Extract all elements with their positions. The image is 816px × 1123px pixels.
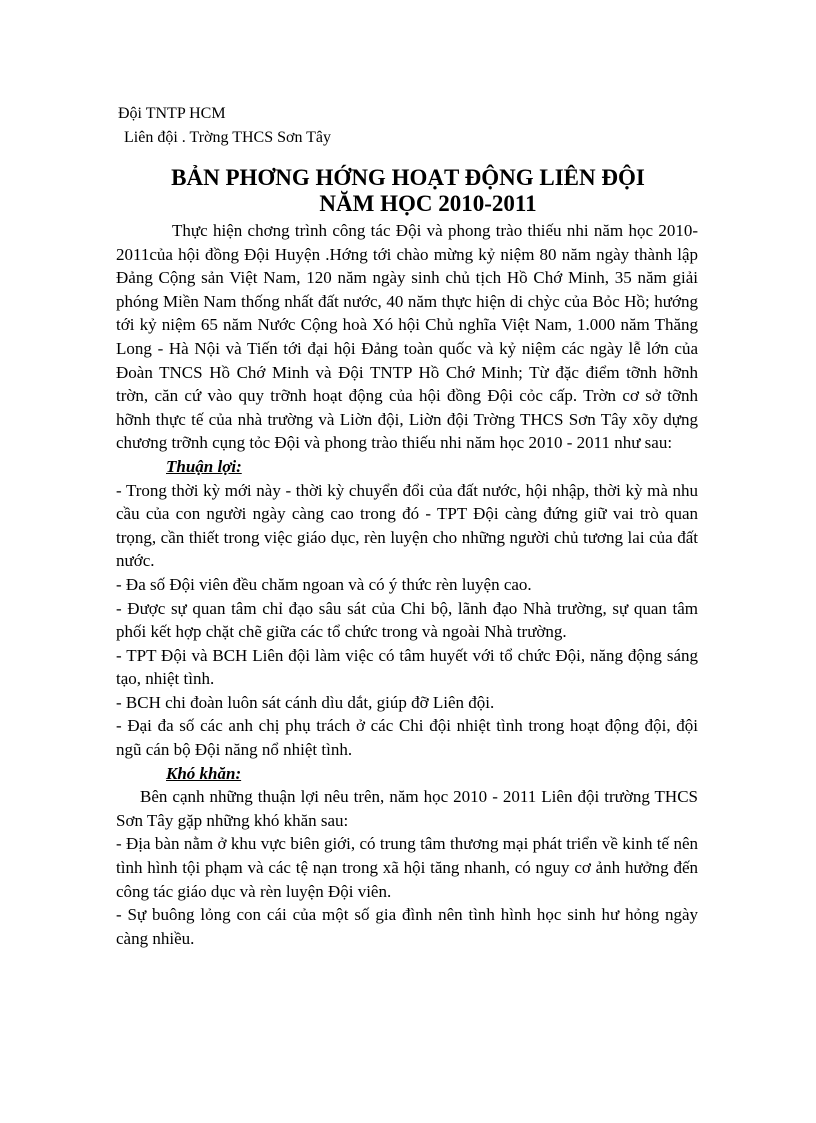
difficulties-intro: Bên cạnh những thuận lợi nêu trên, năm học 2010 - 2011 Liên đội trường THCS Sơn Tây gặp những khó khăn sau: [116,787,698,830]
school-header: Liên đội . Trờng THCS Sơn Tây [124,129,332,146]
intro-paragraph: Thực hiện chơng trình công tác Đội và phong trào thiếu nhi năm học 2010-2011của hội đồng Đội Huyện .Hớng tới chào mừng kỷ niệm 80 năm ngày thành lập Đảng Cộng sản Việt Nam, 120 năm ngày sinh chủ tịch Hồ Chớ Minh, 35 năm giải phóng Miền Nam thống nhất đất nước, 40 năm thực hiện di chỳc của Bỏc Hồ; hướng tới kỷ niệm 65 năm Nước Cộng hoà Xó hội Chủ nghĩa Việt Nam, 1.000 năm Thăng Long - Hà Nội và Tiến tới đại hội Đảng toàn quốc và kỷ niệm các ngày lễ lớn của Đoàn TNCS Hồ Chớ Minh và Đội TNTP Hồ Chớ Minh; Từ đặc điểm tỡnh hỡnh trờn, căn cứ vào quy trỡnh hoạt động của hội đồng Đội cỏc cấp. Trờn cơ sở tỡnh hỡnh thực tế của nhà trường và Liờn đội, Liờn đội Trờng THCS Sơn Tây xõy dựng chương trỡnh cụng tỏc Đội và phong trào thiếu nhi năm học 2010 - 2011 như sau: [116,221,698,453]
advantage-item: - TPT Đội và BCH Liên đội làm việc có tâm huyết với tổ chức Đội, năng động sáng tạo, nhiệt tình. [116,645,698,689]
advantage-item: - Đa số Đội viên đều chăm ngoan và có ý thức rèn luyện cao. [116,574,532,594]
difficulty-item: - Sự buông lỏng con cái của một số gia đình nên tình hình học sinh hư hỏng ngày càng nhiều. [116,905,698,948]
document-title-line2: NĂM HỌC 2010-2011 [319,191,537,216]
advantage-item: - BCH chi đoàn luôn sát cánh dìu dắt, giúp đỡ Liên đội. [116,692,495,712]
advantage-item: - Được sự quan tâm chỉ đạo sâu sát của Chi bộ, lãnh đạo Nhà trường, sự quan tâm phối kết hợp chặt chẽ giữa các tổ chức trong và ngoài Nhà trường. [116,598,698,642]
org-header: Đội TNTP HCM [118,105,226,122]
advantages-heading: Thuận lợi: [166,456,242,476]
document-title-line1: BẢN PHƠNG HỚNG HOẠT ĐỘNG LIÊN ĐỘI [171,165,645,190]
difficulty-item: - Địa bàn nằm ở khu vực biên giới, có trung tâm thương mại phát triển về kinh tế nên tình hình tội phạm và các tệ nạn trong xã hội tăng nhanh, có nguy cơ ảnh hưởng đến công tác giáo dục và rèn luyện Đội viên. [116,834,698,901]
difficulties-heading: Khó khăn: [166,763,242,783]
advantage-item: - Trong thời kỳ mới này - thời kỳ chuyển đổi của đất nước, hội nhập, thời kỳ mà nhu cầu của con người ngày càng cao trong đó - TPT Đội càng đứng giữ vai trò quan trọng, cần thiết trong việc giáo dục, rèn luyện cho những người chủ tương lai của đất nước. [116,480,698,571]
document-body [116,219,698,950]
advantage-item: - Đại đa số các anh chị phụ trách ở các Chi đội nhiệt tình trong hoạt động đội, đội ngũ cán bộ Đội năng nổ nhiệt tình. [116,716,698,760]
